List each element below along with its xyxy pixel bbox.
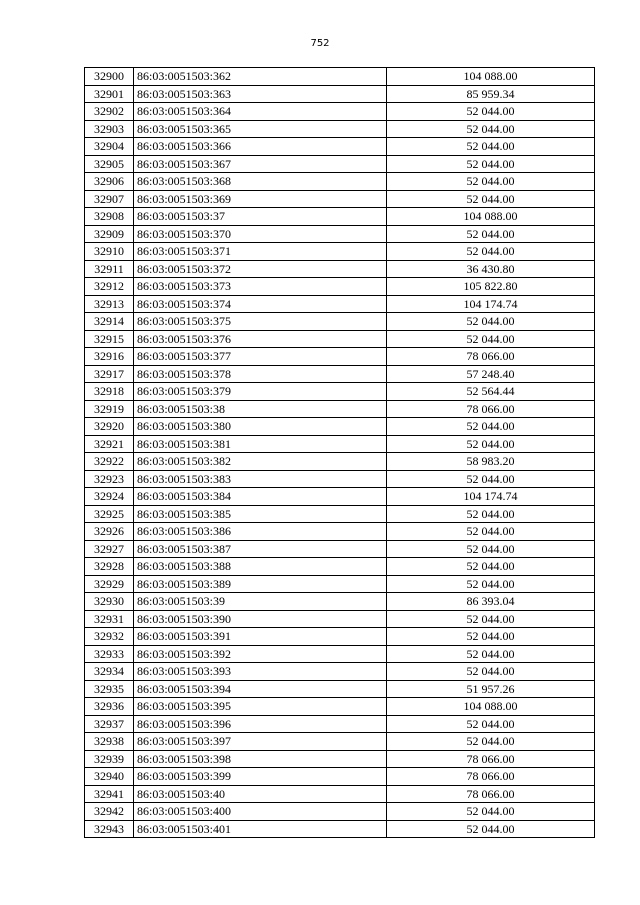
row-number-cell: 32925 [85, 505, 134, 523]
cadastral-value-cell: 78 066.00 [387, 348, 595, 366]
cadastral-number-cell: 86:03:0051503:372 [134, 260, 387, 278]
cadastral-value-cell: 52 564.44 [387, 383, 595, 401]
table-row [85, 488, 595, 506]
cadastral-number-cell: 86:03:0051503:376 [134, 330, 387, 348]
row-number-cell: 32930 [85, 593, 134, 611]
cadastral-value-cell: 85 959.34 [387, 85, 595, 103]
cadastral-number-cell: 86:03:0051503:401 [134, 820, 387, 838]
row-number-cell: 32918 [85, 383, 134, 401]
table-row [85, 820, 595, 838]
cadastral-value-cell: 52 044.00 [387, 715, 595, 733]
cadastral-number-cell: 86:03:0051503:39 [134, 593, 387, 611]
row-number-cell: 32906 [85, 173, 134, 191]
table-row [85, 260, 595, 278]
cadastral-number-cell: 86:03:0051503:366 [134, 138, 387, 156]
cadastral-value-cell: 52 044.00 [387, 435, 595, 453]
cadastral-value-cell: 57 248.40 [387, 365, 595, 383]
table-row [85, 645, 595, 663]
table-row [85, 418, 595, 436]
cadastral-value-cell: 78 066.00 [387, 785, 595, 803]
cadastral-number-cell: 86:03:0051503:400 [134, 803, 387, 821]
table-row [85, 435, 595, 453]
table-row [85, 400, 595, 418]
row-number-cell: 32927 [85, 540, 134, 558]
cadastral-number-cell: 86:03:0051503:386 [134, 523, 387, 541]
cadastral-number-cell: 86:03:0051503:385 [134, 505, 387, 523]
cadastral-value-cell: 52 044.00 [387, 628, 595, 646]
cadastral-value-cell: 104 088.00 [387, 68, 595, 86]
cadastral-value-cell: 52 044.00 [387, 120, 595, 138]
cadastral-number-cell: 86:03:0051503:379 [134, 383, 387, 401]
cadastral-number-cell: 86:03:0051503:393 [134, 663, 387, 681]
row-number-cell: 32919 [85, 400, 134, 418]
table-row [85, 243, 595, 261]
cadastral-value-cell: 104 174.74 [387, 295, 595, 313]
cadastral-value-cell: 58 983.20 [387, 453, 595, 471]
cadastral-value-cell: 52 044.00 [387, 225, 595, 243]
row-number-cell: 32929 [85, 575, 134, 593]
cadastral-number-cell: 86:03:0051503:367 [134, 155, 387, 173]
cadastral-number-cell: 86:03:0051503:388 [134, 558, 387, 576]
table-row [85, 68, 595, 86]
table-row [85, 383, 595, 401]
row-number-cell: 32917 [85, 365, 134, 383]
cadastral-number-cell: 86:03:0051503:378 [134, 365, 387, 383]
table-row [85, 190, 595, 208]
cadastral-value-cell: 52 044.00 [387, 540, 595, 558]
table-row [85, 505, 595, 523]
cadastral-number-cell: 86:03:0051503:370 [134, 225, 387, 243]
table-row [85, 785, 595, 803]
cadastral-number-cell: 86:03:0051503:396 [134, 715, 387, 733]
row-number-cell: 32921 [85, 435, 134, 453]
cadastral-value-cell: 52 044.00 [387, 243, 595, 261]
cadastral-number-cell: 86:03:0051503:389 [134, 575, 387, 593]
cadastral-number-cell: 86:03:0051503:369 [134, 190, 387, 208]
cadastral-number-cell: 86:03:0051503:371 [134, 243, 387, 261]
table-row [85, 663, 595, 681]
table-row [85, 155, 595, 173]
cadastral-value-cell: 104 088.00 [387, 208, 595, 226]
row-number-cell: 32915 [85, 330, 134, 348]
table-row [85, 278, 595, 296]
cadastral-number-cell: 86:03:0051503:392 [134, 645, 387, 663]
cadastral-value-cell: 78 066.00 [387, 750, 595, 768]
cadastral-value-cell: 51 957.26 [387, 680, 595, 698]
row-number-cell: 32910 [85, 243, 134, 261]
row-number-cell: 32928 [85, 558, 134, 576]
row-number-cell: 32936 [85, 698, 134, 716]
table-body [85, 68, 595, 838]
cadastral-number-cell: 86:03:0051503:373 [134, 278, 387, 296]
table-row [85, 120, 595, 138]
table-row [85, 558, 595, 576]
cadastral-number-cell: 86:03:0051503:381 [134, 435, 387, 453]
cadastral-number-cell: 86:03:0051503:384 [134, 488, 387, 506]
cadastral-value-cell: 104 088.00 [387, 698, 595, 716]
cadastral-value-cell: 78 066.00 [387, 768, 595, 786]
cadastral-number-cell: 86:03:0051503:395 [134, 698, 387, 716]
cadastral-number-cell: 86:03:0051503:377 [134, 348, 387, 366]
table-row [85, 348, 595, 366]
cadastral-value-table [84, 67, 595, 838]
row-number-cell: 32942 [85, 803, 134, 821]
cadastral-number-cell: 86:03:0051503:399 [134, 768, 387, 786]
row-number-cell: 32913 [85, 295, 134, 313]
row-number-cell: 32908 [85, 208, 134, 226]
table-row [85, 295, 595, 313]
cadastral-value-cell: 52 044.00 [387, 470, 595, 488]
row-number-cell: 32909 [85, 225, 134, 243]
cadastral-value-cell: 52 044.00 [387, 558, 595, 576]
cadastral-value-cell: 105 822.80 [387, 278, 595, 296]
row-number-cell: 32937 [85, 715, 134, 733]
table-row [85, 313, 595, 331]
row-number-cell: 32932 [85, 628, 134, 646]
table-row [85, 628, 595, 646]
table-row [85, 750, 595, 768]
row-number-cell: 32914 [85, 313, 134, 331]
row-number-cell: 32940 [85, 768, 134, 786]
cadastral-value-cell: 78 066.00 [387, 400, 595, 418]
cadastral-number-cell: 86:03:0051503:364 [134, 103, 387, 121]
cadastral-number-cell: 86:03:0051503:391 [134, 628, 387, 646]
cadastral-value-cell: 52 044.00 [387, 803, 595, 821]
cadastral-value-cell: 52 044.00 [387, 313, 595, 331]
cadastral-number-cell: 86:03:0051503:383 [134, 470, 387, 488]
cadastral-value-cell: 36 430.80 [387, 260, 595, 278]
row-number-cell: 32901 [85, 85, 134, 103]
row-number-cell: 32935 [85, 680, 134, 698]
table-row [85, 470, 595, 488]
table-row [85, 593, 595, 611]
row-number-cell: 32934 [85, 663, 134, 681]
table-row [85, 225, 595, 243]
row-number-cell: 32916 [85, 348, 134, 366]
cadastral-number-cell: 86:03:0051503:38 [134, 400, 387, 418]
cadastral-value-cell: 52 044.00 [387, 103, 595, 121]
cadastral-number-cell: 86:03:0051503:374 [134, 295, 387, 313]
cadastral-number-cell: 86:03:0051503:375 [134, 313, 387, 331]
cadastral-value-cell: 52 044.00 [387, 733, 595, 751]
row-number-cell: 32926 [85, 523, 134, 541]
cadastral-value-cell: 52 044.00 [387, 663, 595, 681]
cadastral-value-cell: 52 044.00 [387, 330, 595, 348]
cadastral-value-cell: 52 044.00 [387, 190, 595, 208]
cadastral-value-cell: 52 044.00 [387, 575, 595, 593]
row-number-cell: 32939 [85, 750, 134, 768]
row-number-cell: 32905 [85, 155, 134, 173]
row-number-cell: 32900 [85, 68, 134, 86]
cadastral-value-cell: 52 044.00 [387, 523, 595, 541]
table-row [85, 610, 595, 628]
cadastral-number-cell: 86:03:0051503:394 [134, 680, 387, 698]
table-row [85, 768, 595, 786]
row-number-cell: 32938 [85, 733, 134, 751]
cadastral-number-cell: 86:03:0051503:37 [134, 208, 387, 226]
table-row [85, 138, 595, 156]
cadastral-value-cell: 104 174.74 [387, 488, 595, 506]
table-row [85, 715, 595, 733]
cadastral-number-cell: 86:03:0051503:397 [134, 733, 387, 751]
cadastral-number-cell: 86:03:0051503:387 [134, 540, 387, 558]
table-row [85, 85, 595, 103]
table-row [85, 173, 595, 191]
row-number-cell: 32904 [85, 138, 134, 156]
cadastral-value-cell: 52 044.00 [387, 173, 595, 191]
row-number-cell: 32924 [85, 488, 134, 506]
cadastral-value-cell: 52 044.00 [387, 505, 595, 523]
row-number-cell: 32933 [85, 645, 134, 663]
row-number-cell: 32931 [85, 610, 134, 628]
table-row [85, 330, 595, 348]
cadastral-number-cell: 86:03:0051503:390 [134, 610, 387, 628]
table-row [85, 103, 595, 121]
table-row [85, 680, 595, 698]
cadastral-value-cell: 52 044.00 [387, 138, 595, 156]
cadastral-number-cell: 86:03:0051503:365 [134, 120, 387, 138]
table-row [85, 575, 595, 593]
table-row [85, 803, 595, 821]
row-number-cell: 32902 [85, 103, 134, 121]
cadastral-number-cell: 86:03:0051503:363 [134, 85, 387, 103]
row-number-cell: 32903 [85, 120, 134, 138]
table-row [85, 698, 595, 716]
row-number-cell: 32922 [85, 453, 134, 471]
row-number-cell: 32911 [85, 260, 134, 278]
table-row [85, 523, 595, 541]
table-row [85, 453, 595, 471]
cadastral-number-cell: 86:03:0051503:362 [134, 68, 387, 86]
row-number-cell: 32923 [85, 470, 134, 488]
cadastral-number-cell: 86:03:0051503:40 [134, 785, 387, 803]
cadastral-number-cell: 86:03:0051503:382 [134, 453, 387, 471]
table-row [85, 208, 595, 226]
cadastral-number-cell: 86:03:0051503:380 [134, 418, 387, 436]
row-number-cell: 32912 [85, 278, 134, 296]
cadastral-value-cell: 52 044.00 [387, 155, 595, 173]
row-number-cell: 32943 [85, 820, 134, 838]
page-number: 752 [310, 38, 330, 49]
cadastral-value-cell: 52 044.00 [387, 645, 595, 663]
table-row [85, 733, 595, 751]
row-number-cell: 32920 [85, 418, 134, 436]
cadastral-value-cell: 86 393.04 [387, 593, 595, 611]
cadastral-value-cell: 52 044.00 [387, 820, 595, 838]
cadastral-number-cell: 86:03:0051503:368 [134, 173, 387, 191]
cadastral-number-cell: 86:03:0051503:398 [134, 750, 387, 768]
cadastral-value-cell: 52 044.00 [387, 418, 595, 436]
table-row [85, 540, 595, 558]
row-number-cell: 32941 [85, 785, 134, 803]
table-row [85, 365, 595, 383]
cadastral-value-cell: 52 044.00 [387, 610, 595, 628]
row-number-cell: 32907 [85, 190, 134, 208]
